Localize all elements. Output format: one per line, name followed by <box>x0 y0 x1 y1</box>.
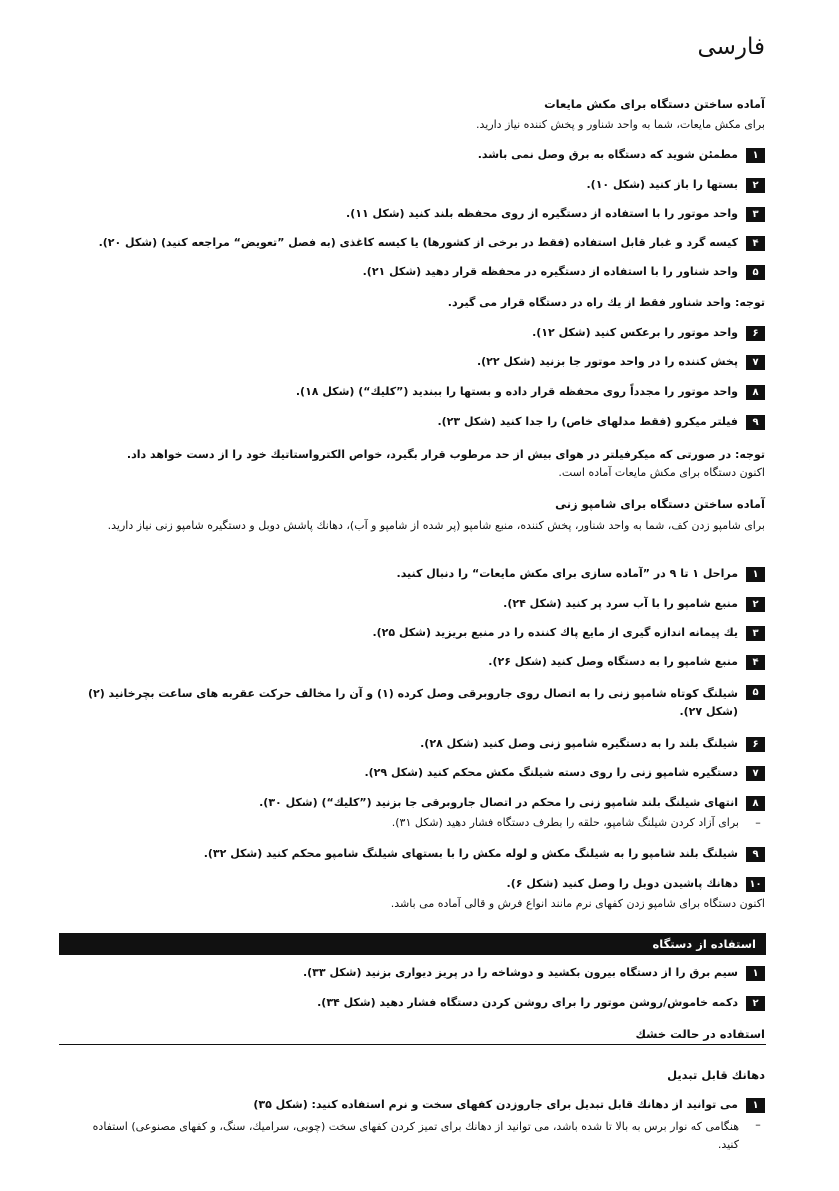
step-1 <box>397 567 765 582</box>
step-4 <box>488 655 765 670</box>
step-1 <box>303 966 765 981</box>
step-text: واحد موتور را برعکس کنید (شکل ۱۲). <box>532 326 738 339</box>
step-number: ۶ <box>746 326 765 341</box>
step-number: ۷ <box>746 355 765 370</box>
section-intro-liquid: برای مکش مایعات، شما به واحد شناور و پخش کننده نیاز دارید. <box>475 118 765 131</box>
step-6 <box>532 326 765 341</box>
step-3 <box>372 626 765 641</box>
step-number: ۴ <box>746 236 765 251</box>
divider <box>59 1044 766 1045</box>
step-number: ۶ <box>746 737 765 752</box>
step-text: کیسه گرد و غبار قابل استفاده (فقط در برخی از کشورها) یا کیسه کاغذی (به فصل ”تعویض“ مراجعه کنید) (شکل ۲۰). <box>98 236 738 249</box>
closing-shampoo: اکنون دستگاه برای شامپو زدن کفهای نرم مانند انواع فرش و قالی آماده می باشد. <box>390 897 765 910</box>
step-2 <box>503 597 765 612</box>
subheading-dry-use: استفاده در حالت خشك <box>635 1027 765 1041</box>
step-9 <box>204 847 765 862</box>
step-8 <box>296 385 765 400</box>
subsubheading-convertible-nozzle: دهانك قابل تبدیل <box>667 1068 765 1082</box>
step-text: می توانید از دهانك قابل تبدیل برای جاروزدن کفهای سخت و نرم استفاده کنید: (شکل ۳۵) <box>253 1098 738 1111</box>
step-text: شیلنگ بلند را به دستگیره شامپو زنی وصل کنید (شکل ۲۸). <box>420 737 738 750</box>
step-3 <box>346 207 765 222</box>
section-heading-shampoo: آماده ساختن دستگاه برای شامپو زنی <box>555 497 765 511</box>
step-text: بستها را باز کنید (شکل ۱۰). <box>586 178 738 191</box>
step-text: مطمئن شوید که دستگاه به برق وصل نمی باشد. <box>477 148 738 161</box>
step-1 <box>478 148 765 163</box>
bullet-text: هنگامی که نوار برس به بالا تا شده باشد، می توانید از دهانك برای تمیز کردن کفهای سخت (چوبی، سرامیك، سنگ، و کفهای مصنوعی) استفاده کنید. <box>92 1120 739 1151</box>
step-text: دستگیره شامپو زنی را روی دسته شیلنگ مکش محکم کنید (شکل ۲۹). <box>364 766 738 779</box>
step-text: دکمه خاموش/روشن موتور را برای روشن کردن دستگاه فشار دهید (شکل ۳۴). <box>317 996 738 1009</box>
step-number: ۲ <box>746 996 765 1011</box>
bullet-text: برای آزاد کردن شیلنگ شامپو، حلقه را بطرف دستگاه فشار دهید (شکل ۳۱). <box>391 816 739 829</box>
step-number: ۹ <box>746 415 765 430</box>
step-7 <box>477 355 765 370</box>
step-text: مراحل ۱ تا ۹ در ”آماده سازی برای مکش مایعات“ را دنبال کنید. <box>396 567 738 580</box>
bullet-release-hose <box>392 816 765 829</box>
step-7 <box>364 766 765 781</box>
step-10 <box>507 877 765 892</box>
step-number: ۸ <box>746 796 765 811</box>
bullet-brush-strip <box>89 1118 765 1154</box>
step-number: ۴ <box>746 655 765 670</box>
step-text: پخش کننده را در واحد موتور جا بزنید (شکل ۲۲). <box>476 355 738 368</box>
step-text: شیلنگ بلند شامپو را به شیلنگ مکش و لوله مکش را با بستهای شیلنگ شامپو محکم کنید (شکل ۳۲). <box>203 847 738 860</box>
step-9 <box>437 415 765 430</box>
step-text: دهانك پاشیدن دوبل را وصل کنید (شکل ۶). <box>506 877 738 890</box>
bullet-dash: – <box>755 816 761 829</box>
step-number: ۷ <box>746 766 765 781</box>
closing-liquid: اکنون دستگاه برای مکش مایعات آماده است. <box>558 466 765 479</box>
step-text: سیم برق را از دستگاه بیرون بکشید و دوشاخه را در پریز دیواری بزنید (شکل ۳۳). <box>302 966 738 979</box>
step-number: ۱ <box>746 966 765 981</box>
step-number: ۵ <box>746 685 765 700</box>
step-5 <box>78 685 765 721</box>
step-text: منبع شامپو را به دستگاه وصل کنید (شکل ۲۶). <box>488 655 738 668</box>
step-text: انتهای شیلنگ بلند شامپو زنی را محکم در اتصال جاروبرقی جا بزنید (”کلیك“) (شکل ۳۰). <box>259 796 738 809</box>
section-intro-shampoo: برای شامپو زدن کف، شما به واحد شناور، پخش کننده، منبع شامپو (پر شده از شامپو و آب)، دهانك پاشش دوبل و دستگیره شامپو زنی نیاز دارید. <box>107 519 765 532</box>
step-2 <box>317 996 765 1011</box>
step-number: ۳ <box>746 207 765 222</box>
step-text: فیلتر میکرو (فقط مدلهای خاص) را جدا کنید (شکل ۲۳). <box>437 415 738 428</box>
step-5 <box>363 265 765 280</box>
step-1 <box>253 1098 765 1113</box>
language-title: فارسی <box>697 34 765 60</box>
bullet-dash: – <box>755 1118 761 1131</box>
step-text: منبع شامپو را با آب سرد پر کنید (شکل ۲۴). <box>503 597 738 610</box>
section-heading-liquid: آماده ساختن دستگاه برای مکش مایعات <box>544 97 765 111</box>
step-number: ۲ <box>746 597 765 612</box>
step-number: ۳ <box>746 626 765 641</box>
step-number: ۲ <box>746 178 765 193</box>
step-number: ۱ <box>746 148 765 163</box>
step-text: یك پیمانه اندازه گیری از مایع پاك کننده را در منبع بریزید (شکل ۲۵). <box>372 626 738 639</box>
step-text: شیلنگ کوتاه شامپو زنی را به اتصال روی جاروبرقی وصل کرده (۱) و آن را مخالف حرکت عقربه های ساعت بچرخانید (۲) (شکل ۲۷). <box>87 687 738 718</box>
step-8 <box>259 796 765 811</box>
section-bar-using-appliance <box>59 933 766 955</box>
note-float-unit: توجه: واحد شناور فقط از یك راه در دستگاه قرار می گیرد. <box>447 296 765 309</box>
step-number: ۸ <box>746 385 765 400</box>
step-text: واحد موتور را مجدداً روی محفظه قرار داده و بستها را ببندید (”کلیك“) (شکل ۱۸). <box>295 385 738 398</box>
step-text: واحد موتور را با استفاده از دستگیره از روی محفظه بلند کنید (شکل ۱۱). <box>346 207 738 220</box>
step-6 <box>420 737 765 752</box>
step-number: ۱ <box>746 567 765 582</box>
step-4 <box>99 236 765 251</box>
step-number: ۹ <box>746 847 765 862</box>
step-number: ۵ <box>746 265 765 280</box>
step-number: ۱ <box>746 1098 765 1113</box>
step-2 <box>587 178 766 193</box>
section-bar-title: استفاده از دستگاه <box>652 937 756 951</box>
step-number: ۱۰ <box>746 877 765 892</box>
note-microfilter: توجه: در صورتی که میکرفیلتر در هوای بیش از حد مرطوب قرار بگیرد، خواص الکترواستاتیك خود را از دست خواهد داد. <box>126 448 765 461</box>
step-text: واحد شناور را با استفاده از دستگیره در محفظه قرار دهید (شکل ۲۱). <box>362 265 738 278</box>
